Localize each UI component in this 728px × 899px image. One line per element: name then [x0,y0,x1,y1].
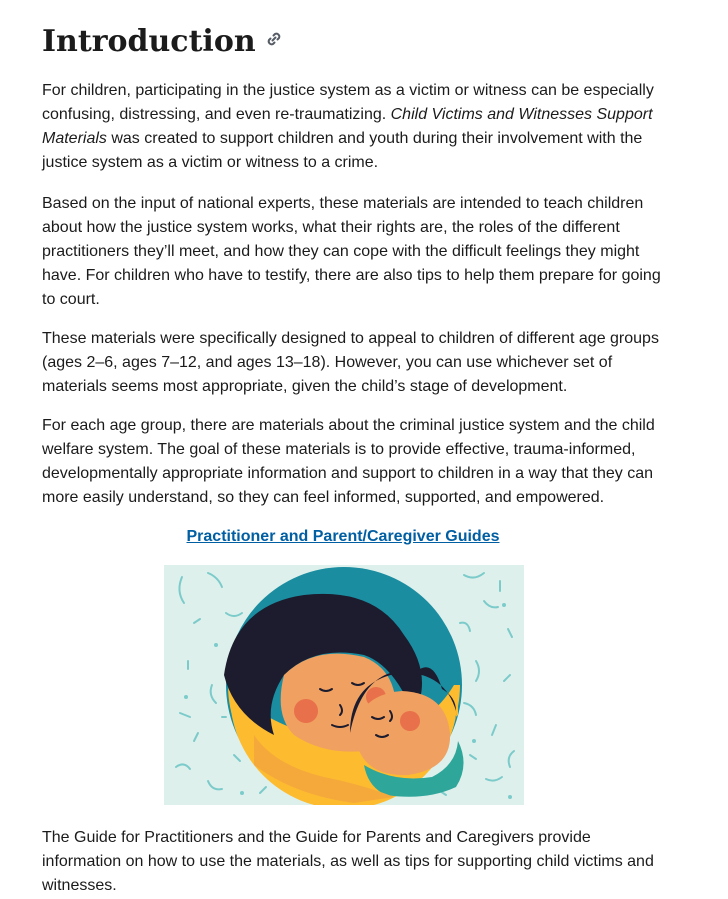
intro-paragraph-4: For each age group, there are materials about the criminal justice system and the child welfare system. The goal of these materials is to provide effective, trauma-informed, developmentally appropriate information and support to children in a way that they can more easily understand, so they can feel informed, supported, and empowered. [42,417,655,506]
guides-link[interactable]: Practitioner and Parent/Caregiver Guides [186,528,500,545]
p1-text-start: For children, participating in the justice system as a victim or witness can be especially confusing, distressing, and even re-traumatizing. [42,82,654,123]
intro-paragraph-1 [42,79,662,175]
page-heading [42,22,284,62]
p1-text-end: was created to support children and youth during their involvement with the justice system as a victim or witness to a crime. [42,130,643,171]
intro-paragraph-3: These materials were specifically designed to appeal to children of different age groups (ages 2–6, ages 7–12, and ages 13–18). However, you can use whichever set of materials seems most appropriate, given the child’s stage of development. [42,330,659,395]
intro-paragraph-2: Based on the input of national experts, these materials are intended to teach children about how the justice system works, what their rights are, the roles of the different practitioners they’ll meet, and how they can cope with the difficult feelings they might have. For children who have to testify, there are also tips to help them prepare for going to court. [42,195,661,308]
page-title: Introduction [42,24,256,59]
parent-child-illustration [164,565,524,805]
link-icon[interactable] [264,20,284,60]
child-face [356,691,450,775]
p1-italic-title: Child Victims and Witnesses Support Materials [42,106,653,147]
child-cheek [400,711,420,731]
parent-cheek [294,699,318,723]
guides-description-paragraph: The Guide for Practitioners and the Guide for Parents and Caregivers provide information on how to use the materials, as well as tips for supporting child victims and witnesses. [42,829,654,894]
